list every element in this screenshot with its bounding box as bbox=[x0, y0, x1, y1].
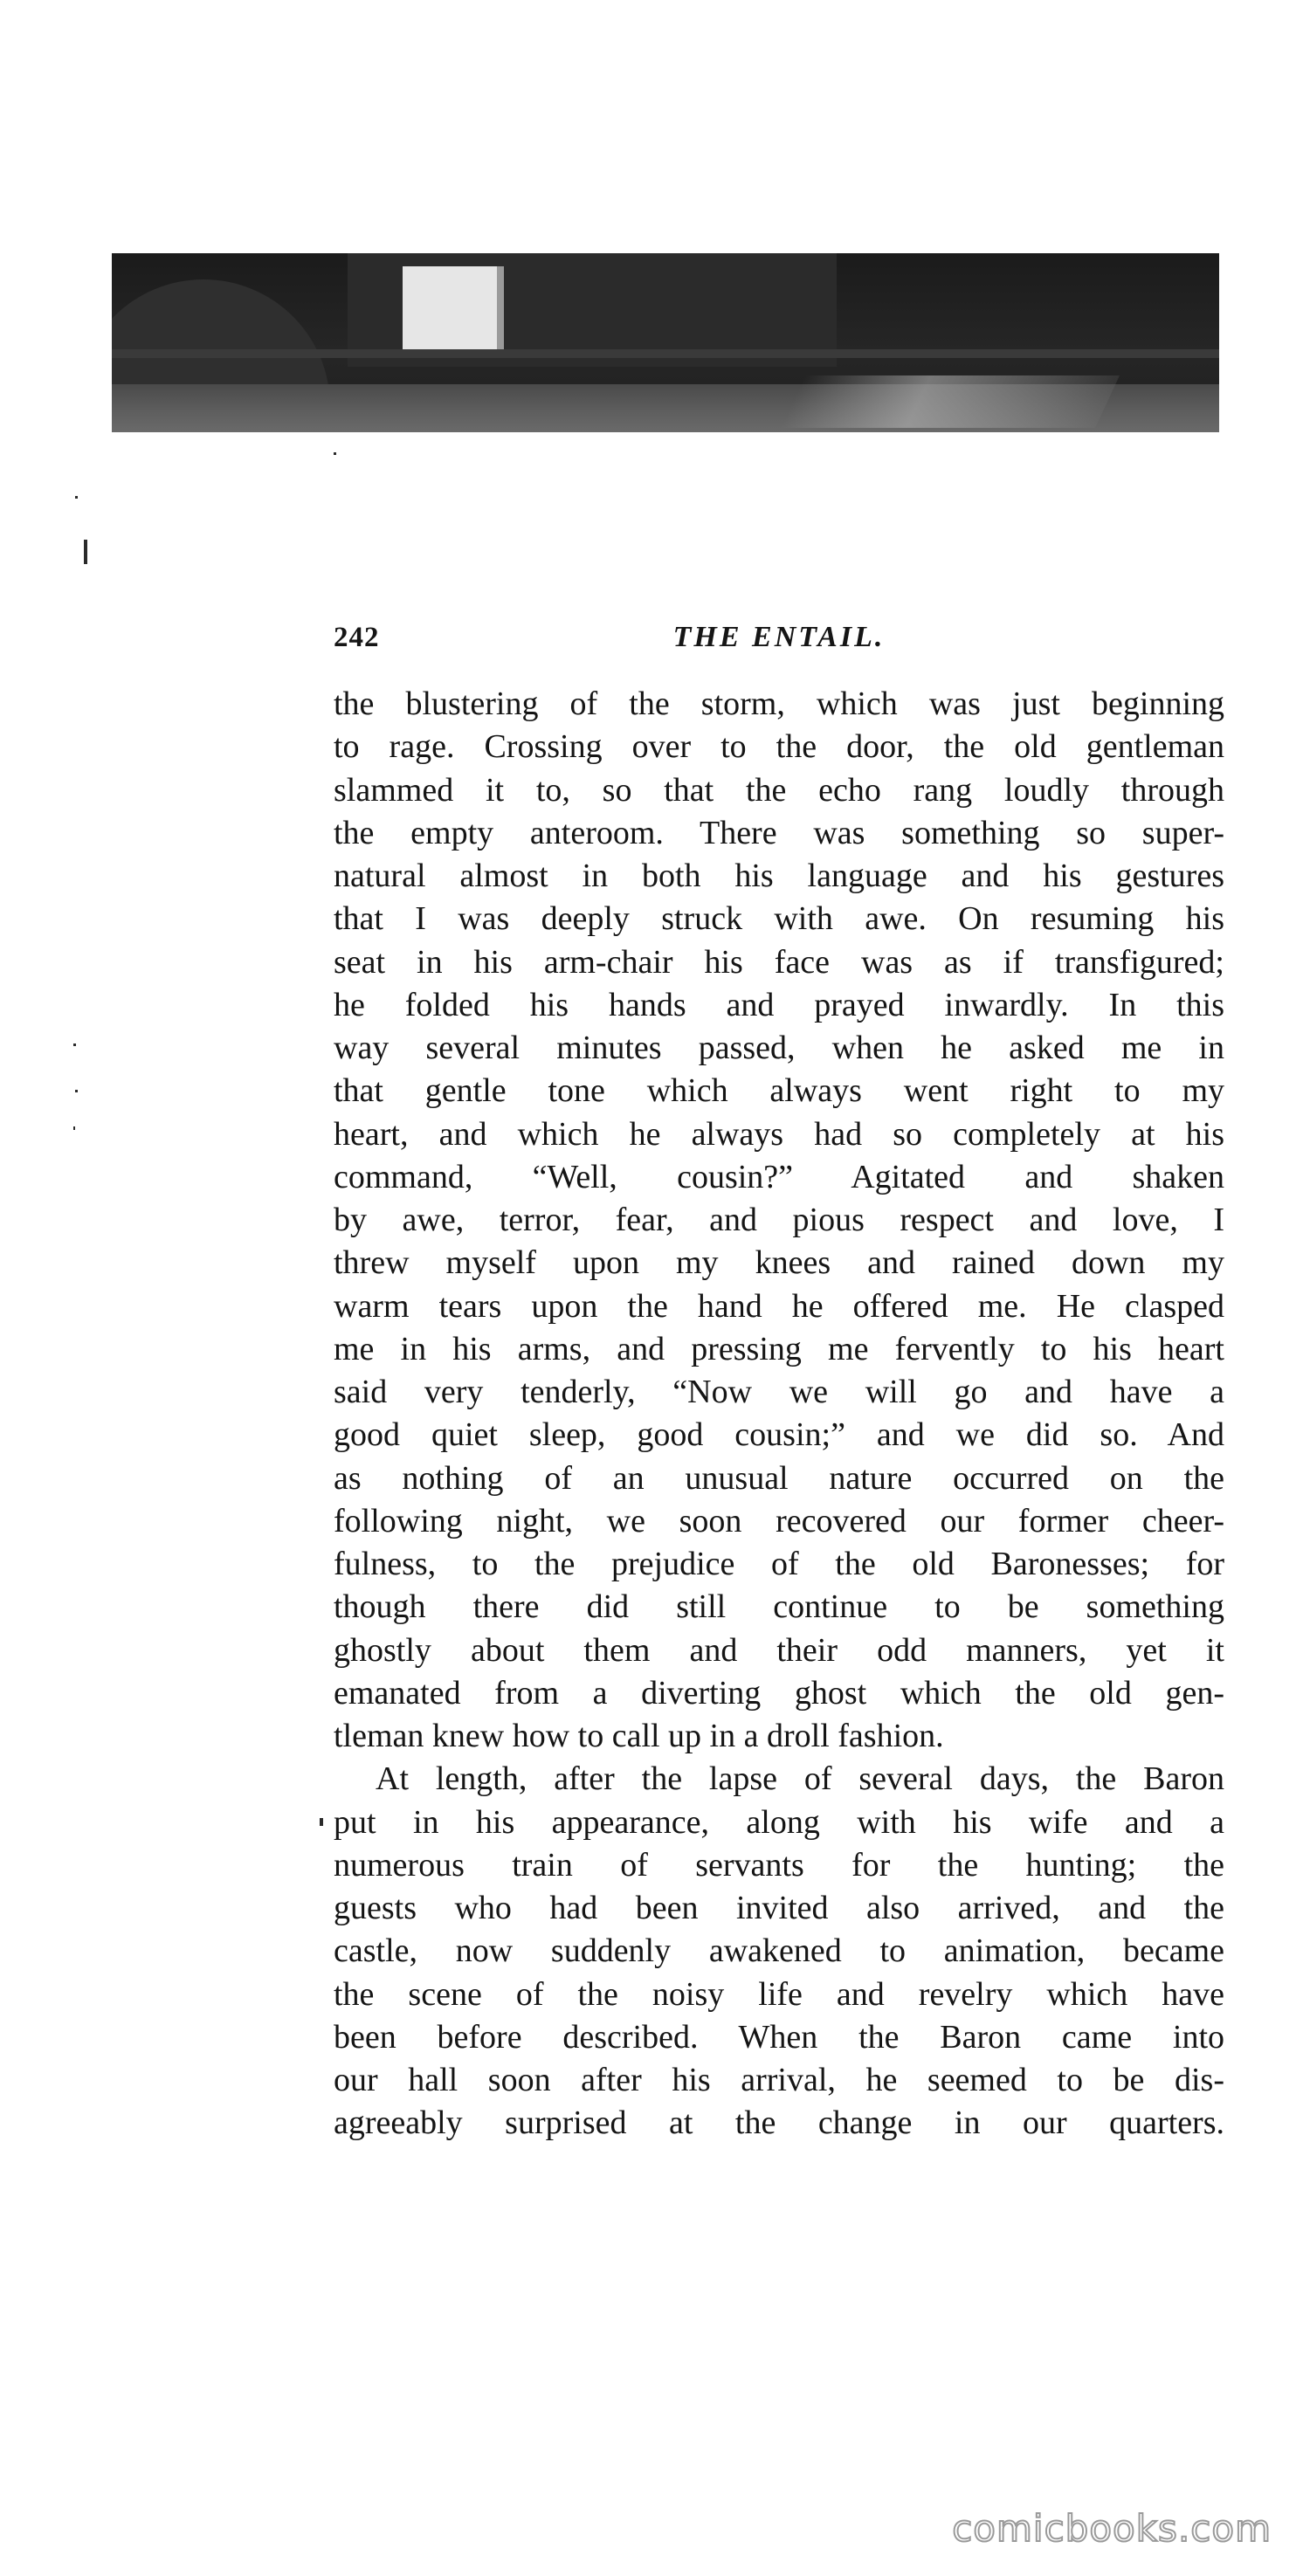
text-line: put in his appearance, along with his wife and a bbox=[334, 1803, 1224, 1841]
text-line: following night, we soon recovered our former cheer- bbox=[334, 1502, 1224, 1539]
text-line: to rage. Crossing over to the door, the old gentleman bbox=[334, 728, 1224, 766]
text-line: castle, now suddenly awakened to animation, became bbox=[334, 1932, 1224, 1970]
text-line: that I was deeply struck with awe. On resuming his bbox=[334, 900, 1224, 938]
strip-light-edge bbox=[497, 266, 504, 354]
text-line: natural almost in both his language and his gestures bbox=[334, 858, 1224, 894]
paragraph-2 bbox=[334, 1758, 1224, 2145]
margin-speck bbox=[84, 540, 87, 564]
margin-speck bbox=[75, 1090, 78, 1092]
text-line: our hall soon after his arrival, he seemed to be dis- bbox=[334, 2062, 1224, 2098]
text-line: tleman knew how to call up in a droll fashion. bbox=[334, 1718, 944, 1754]
text-line: agreeably surprised at the change in our quarters. bbox=[334, 2104, 1224, 2142]
text-line: by awe, terror, fear, and pious respect and love, I bbox=[334, 1202, 1224, 1238]
margin-speck bbox=[73, 1043, 76, 1046]
text-line: me in his arms, and pressing me fervently to his heart bbox=[334, 1330, 1224, 1367]
text-line: that gentle tone which always went right to my bbox=[334, 1072, 1224, 1110]
text-line: though there did still continue to be something bbox=[334, 1588, 1224, 1626]
text-line: he folded his hands and prayed inwardly. In this bbox=[334, 986, 1224, 1023]
text-line: good quiet sleep, good cousin;” and we did so. And bbox=[334, 1416, 1224, 1454]
body-text bbox=[334, 683, 1224, 2146]
running-title: THE ENTAIL. bbox=[672, 621, 886, 653]
strip-light-patch bbox=[403, 266, 497, 354]
scanned-image-strip bbox=[112, 253, 1219, 432]
strip-ledge bbox=[112, 349, 1219, 358]
text-line: heart, and which he always had so completely at his bbox=[334, 1115, 1224, 1153]
text-line: At length, after the lapse of several days, the Baron bbox=[376, 1760, 1224, 1798]
margin-speck bbox=[320, 1818, 323, 1826]
site-watermark: comicbooks.com bbox=[952, 2507, 1272, 2550]
text-line: the blustering of the storm, which was just beginning bbox=[334, 685, 1224, 722]
text-line: the empty anteroom. There was something so super- bbox=[334, 814, 1224, 851]
text-line: fulness, to the prejudice of the old Baronesses; for bbox=[334, 1546, 1224, 1582]
text-line: numerous train of servants for the hunting; the bbox=[334, 1846, 1224, 1884]
text-line: seat in his arm-chair his face was as if transfigured; bbox=[334, 943, 1224, 981]
text-line: way several minutes passed, when he asked me in bbox=[334, 1030, 1224, 1066]
text-line: the scene of the noisy life and revelry which have bbox=[334, 1975, 1224, 2013]
text-line: slammed it to, so that the echo rang loudly through bbox=[334, 771, 1224, 809]
text-line: command, “Well, cousin?” Agitated and shaken bbox=[334, 1158, 1224, 1195]
text-line: as nothing of an unusual nature occurred on the bbox=[334, 1459, 1224, 1497]
strip-floor-highlight bbox=[781, 375, 1120, 428]
text-line: guests who had been invited also arrived, and the bbox=[334, 1890, 1224, 1926]
text-line: said very tenderly, “Now we will go and have a bbox=[334, 1374, 1224, 1410]
page-number: 242 bbox=[334, 622, 380, 653]
running-head bbox=[334, 616, 1224, 659]
text-line: emanated from a diverting ghost which the old gen- bbox=[334, 1674, 1224, 1712]
text-line: ghostly about them and their odd manners, yet it bbox=[334, 1631, 1224, 1669]
margin-speck bbox=[334, 452, 336, 455]
text-line: warm tears upon the hand he offered me. He clasped bbox=[334, 1287, 1224, 1325]
text-line: been before described. When the Baron came into bbox=[334, 2018, 1224, 2056]
margin-speck bbox=[73, 1126, 75, 1130]
paragraph-1 bbox=[334, 683, 1224, 1758]
margin-speck bbox=[75, 496, 78, 499]
text-line: threw myself upon my knees and rained down my bbox=[334, 1244, 1224, 1282]
